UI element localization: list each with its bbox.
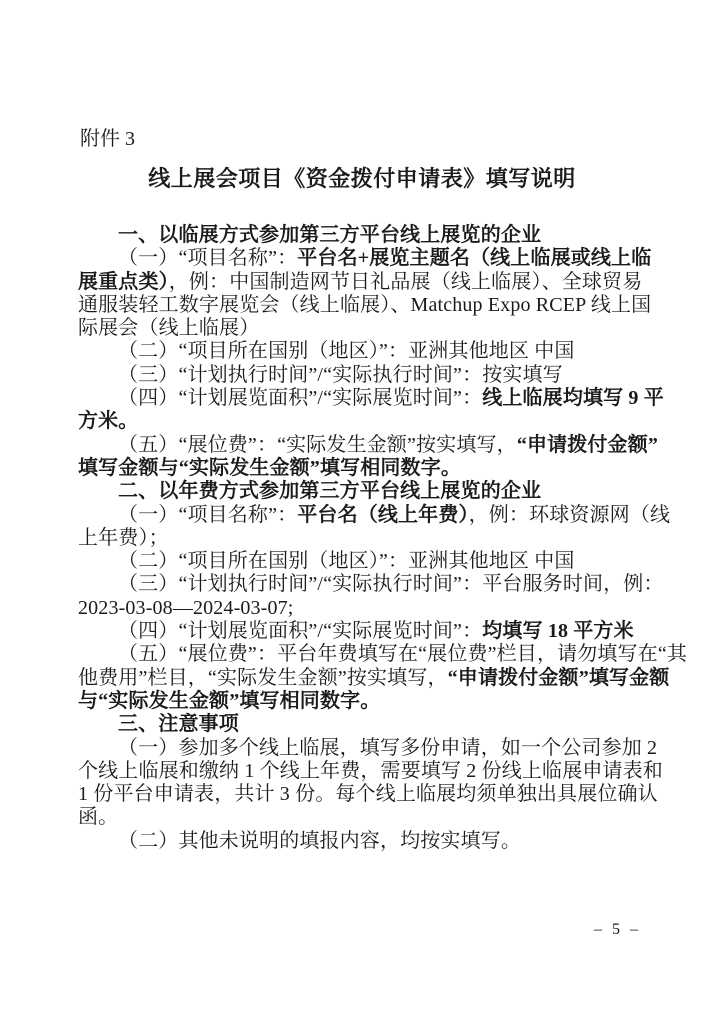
text-segment: （四）“计划展览面积”/“实际展览时间”： — [118, 387, 483, 410]
text-segment: 平台名（线上年费） — [297, 503, 469, 526]
text-segment: 填写金额与“实际发生金额”填写相同数字。 — [78, 456, 461, 479]
text-segment: ，例：中国制造网节日礼品展（线上临展）、全球贸易 — [168, 270, 643, 293]
text-segment: 平台名+展览主题名（线上临展或线上临 — [297, 247, 652, 270]
text-line — [78, 666, 670, 690]
text-line — [78, 387, 664, 410]
text-segment: 通服装轻工数字展览会（线上临展）、Matchup Expo RCEP 线上国 — [78, 293, 652, 316]
text-line — [78, 830, 654, 853]
text-segment: 一、以临展方式参加第三方平台线上展览的企业 — [118, 224, 542, 246]
text-segment: （四）“计划展览面积”/“实际展览时间”： — [118, 620, 483, 643]
text-line — [78, 247, 654, 270]
text-segment: （一）参加多个线上临展，填写多份申请，如一个公司参加 2 — [118, 736, 658, 759]
text-line — [78, 340, 654, 363]
text-line — [78, 736, 658, 760]
text-line — [78, 783, 658, 806]
text-line — [78, 480, 654, 503]
text-segment: （五）“展位费”：“实际发生金额”按实填写， — [118, 433, 517, 456]
text-segment: （一）“项目名称”： — [118, 247, 298, 270]
text-segment: 个线上临展和缴纳 1 个线上年费，需要填写 2 份线上临展申请表和 — [78, 759, 663, 782]
text-segment: 与“实际发生金额”填写相同数字。 — [78, 689, 381, 712]
text-segment: 函。 — [78, 806, 119, 829]
text-segment: （三）“计划执行时间”/“实际执行时间”：按实填写 — [118, 363, 563, 386]
text-segment: 二、以年费方式参加第三方平台线上展览的企业 — [118, 480, 542, 503]
text-line — [78, 550, 654, 573]
text-segment: （一）“项目名称”： — [118, 503, 298, 526]
text-segment: 三、注意事项 — [118, 713, 239, 736]
text-segment: “申请拨付金额”填写金额 — [447, 666, 670, 689]
text-line — [78, 690, 654, 713]
text-segment: 1 份平台申请表，共计 3 份。每个线上临展均须单独出具展位确认 — [78, 783, 658, 806]
text-line — [78, 759, 663, 783]
text-line — [78, 527, 654, 550]
text-line — [78, 503, 671, 527]
text-line — [78, 573, 664, 596]
text-segment: 际展会（线上临展） — [78, 317, 260, 340]
text-line — [78, 271, 654, 294]
text-segment: 他费用”栏目，“实际发生金额”按实填写， — [78, 666, 448, 689]
text-segment: 方米。 — [78, 410, 139, 433]
text-line — [78, 224, 654, 247]
text-segment: （二）“项目所在国别（地区）”：亚洲其他地区 中国 — [118, 340, 575, 363]
text-line — [78, 317, 654, 340]
text-segment: （三）“计划执行时间”/“实际执行时间”：平台服务时间，例： — [118, 573, 664, 596]
text-line — [78, 294, 654, 317]
text-line — [78, 620, 654, 643]
attachment-label: 附件 3 — [80, 128, 135, 150]
text-line — [78, 597, 654, 620]
document-body — [78, 224, 688, 853]
text-line — [78, 364, 654, 387]
text-line — [78, 713, 654, 736]
text-segment: （二）“项目所在国别（地区）”：亚洲其他地区 中国 — [118, 550, 575, 573]
text-line — [78, 457, 654, 480]
page-title: 线上展会项目《资金拨付申请表》填写说明 — [148, 166, 576, 191]
text-segment: （五）“展位费”：平台年费填写在“展位费”栏目，请勿填写在“其 — [118, 643, 688, 666]
text-segment: ，例：环球资源网（线 — [468, 503, 671, 526]
text-line — [78, 433, 659, 457]
text-segment: 展重点类） — [78, 270, 169, 293]
text-line — [78, 410, 654, 433]
page-number: – 5 – — [594, 921, 641, 938]
text-line — [78, 806, 654, 829]
text-segment: （二）其他未说明的填报内容，均按实填写。 — [118, 829, 521, 852]
text-line — [78, 643, 688, 666]
text-segment: “申请拨付金额” — [516, 433, 659, 456]
text-segment: 线上临展均填写 9 平 — [482, 387, 664, 410]
text-segment: 均填写 18 平方米 — [482, 620, 634, 643]
text-segment: 上年费）； — [78, 526, 169, 549]
text-segment: 2023-03-08—2024-03-07; — [78, 596, 294, 619]
